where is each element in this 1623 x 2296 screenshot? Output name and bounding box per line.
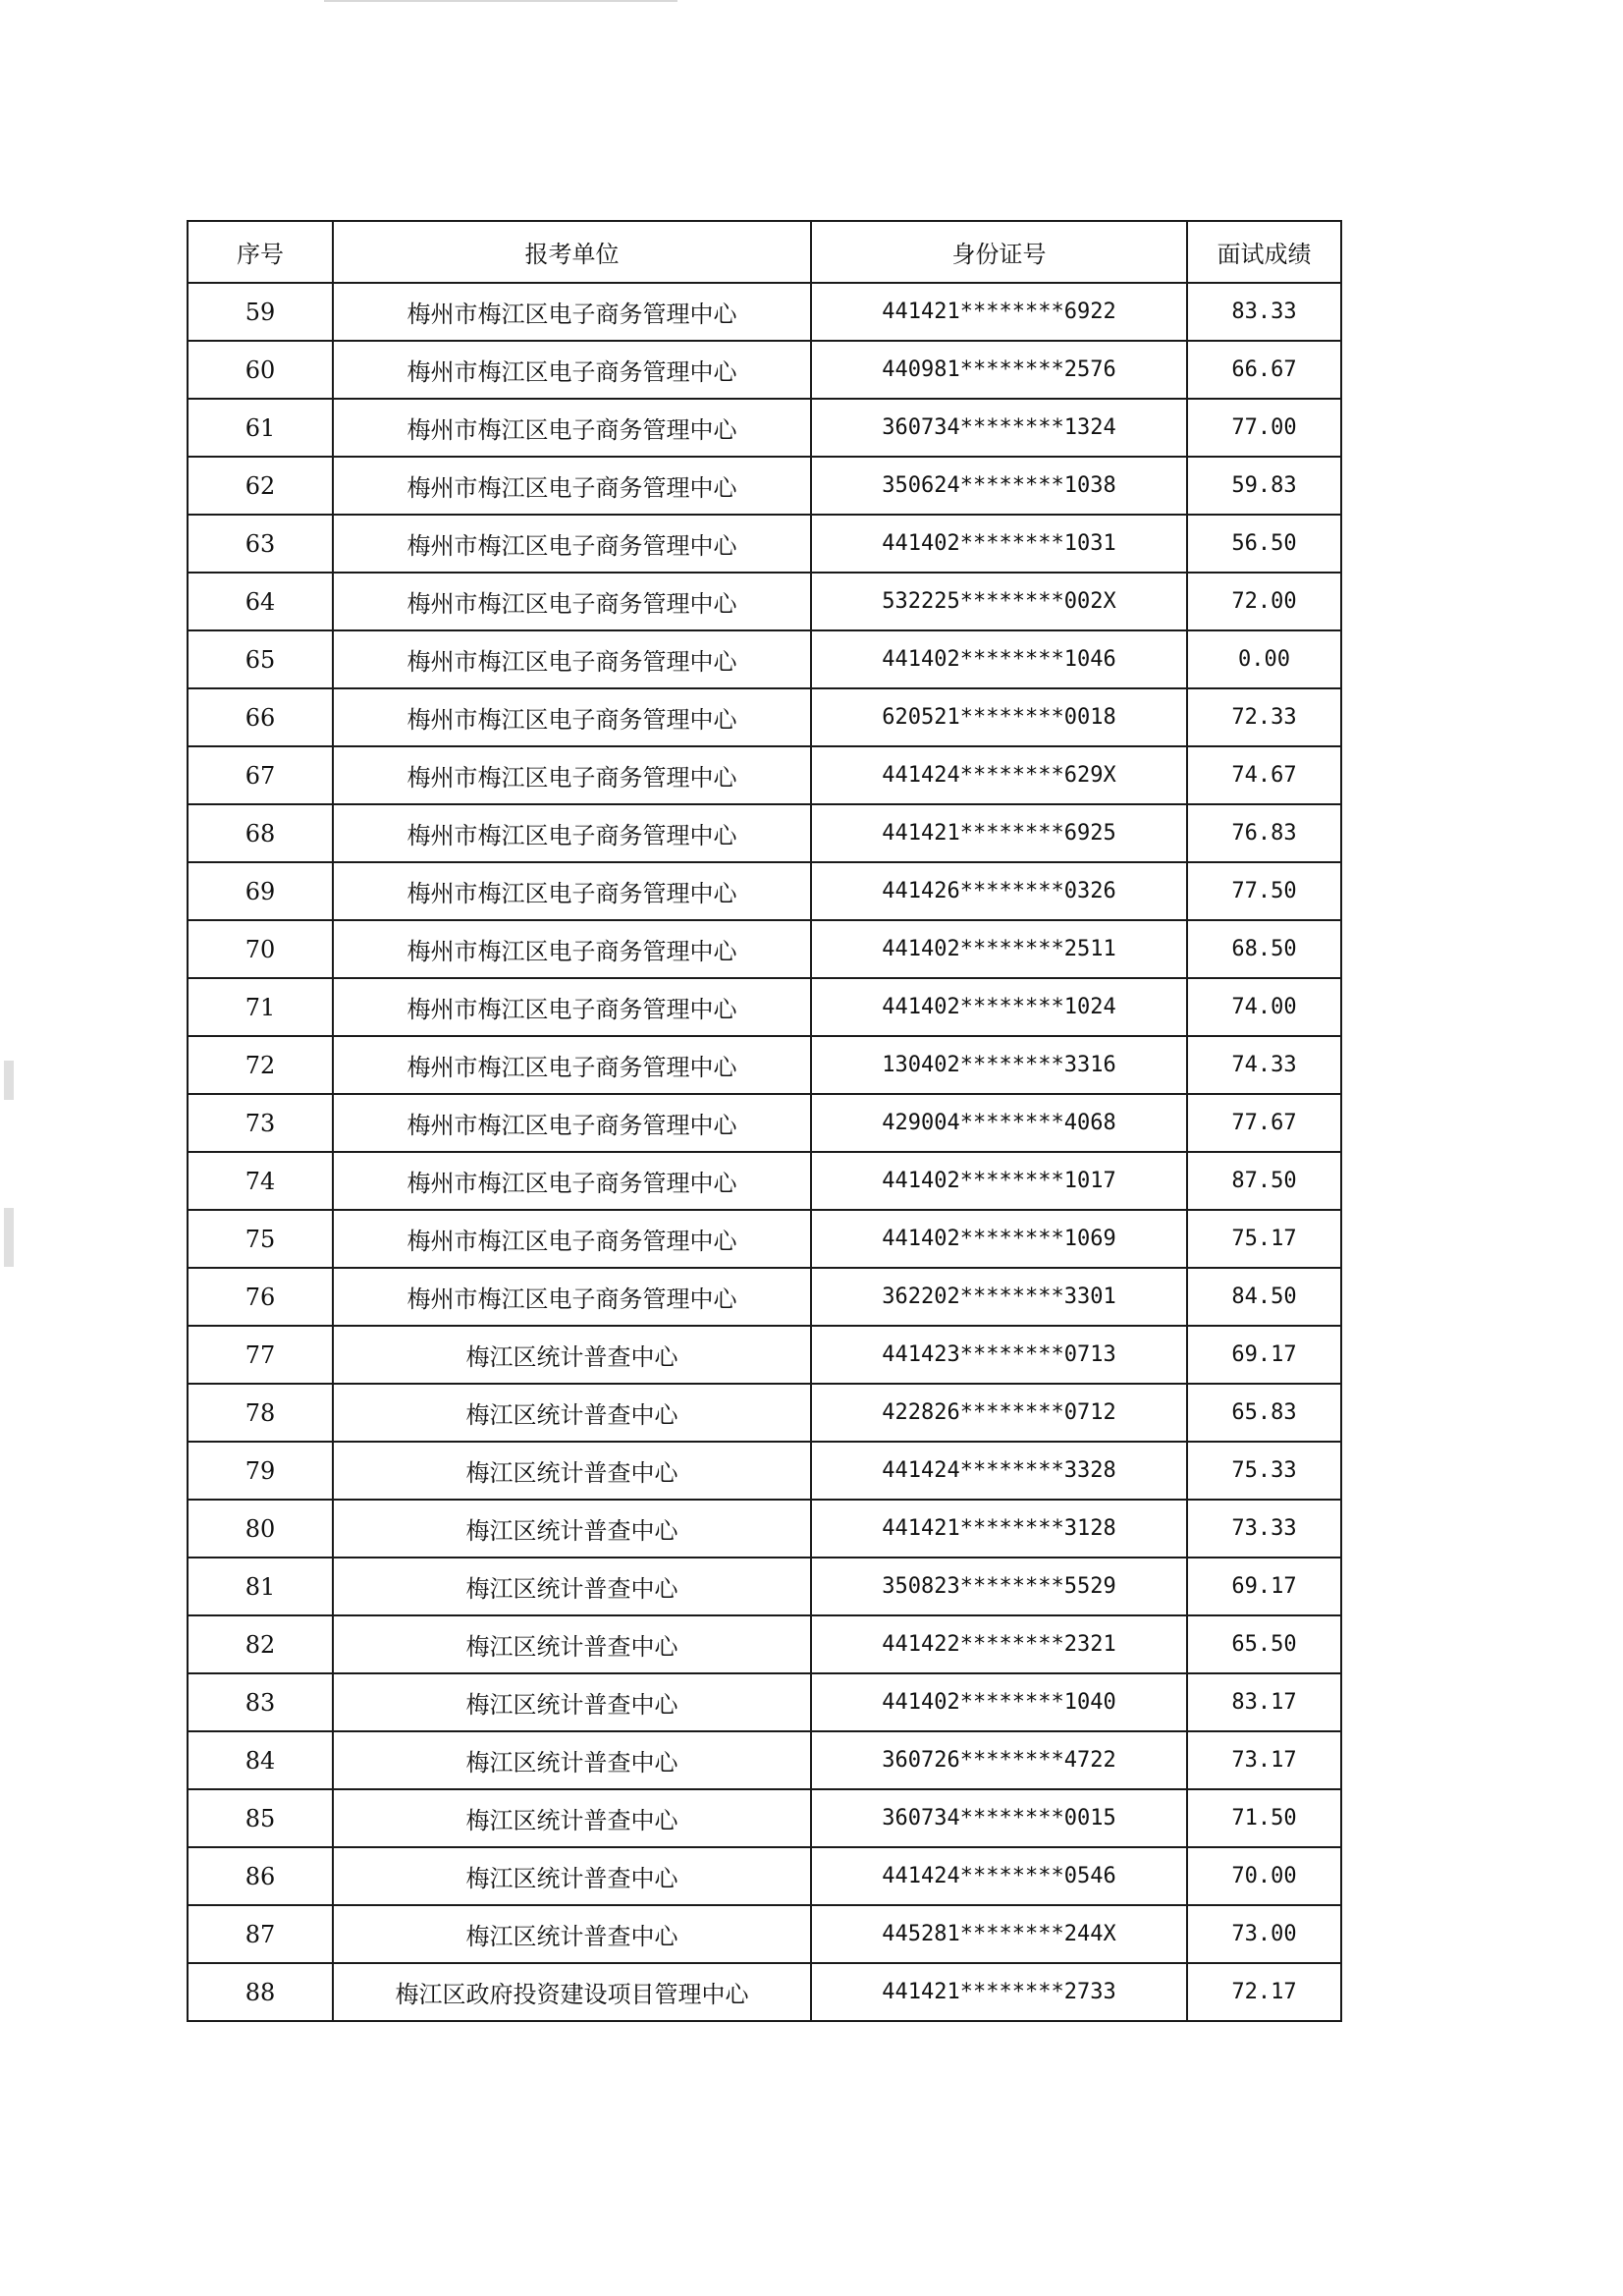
applied-unit-cell: 梅江区统计普查中心 [333,1500,811,1558]
serial-number-cell: 84 [188,1731,333,1789]
table-row [188,1500,1341,1558]
serial-number-cell: 77 [188,1326,333,1384]
table-row [188,283,1341,341]
serial-number-cell: 83 [188,1673,333,1731]
interview-score-cell: 77.00 [1187,399,1341,457]
interview-score-cell: 59.83 [1187,457,1341,515]
applied-unit-cell: 梅州市梅江区电子商务管理中心 [333,1152,811,1210]
applied-unit-cell: 梅州市梅江区电子商务管理中心 [333,283,811,341]
serial-number-cell: 65 [188,630,333,688]
serial-number-cell: 72 [188,1036,333,1094]
table-row [188,1847,1341,1905]
id-number-cell: 441424********3328 [811,1442,1187,1500]
table-row [188,1905,1341,1963]
id-number-cell: 441402********1040 [811,1673,1187,1731]
interview-score-cell: 73.00 [1187,1905,1341,1963]
interview-score-cell: 69.17 [1187,1326,1341,1384]
serial-number-cell: 75 [188,1210,333,1268]
applied-unit-cell: 梅州市梅江区电子商务管理中心 [333,341,811,399]
serial-number-cell: 60 [188,341,333,399]
scan-edge-mark [324,0,677,2]
id-number-cell: 441421********6925 [811,804,1187,862]
applied-unit-cell: 梅江区统计普查中心 [333,1731,811,1789]
interview-score-cell: 77.50 [1187,862,1341,920]
serial-number-cell: 74 [188,1152,333,1210]
serial-number-cell: 67 [188,746,333,804]
applied-unit-cell: 梅江区统计普查中心 [333,1558,811,1615]
table-row [188,804,1341,862]
applied-unit-cell: 梅州市梅江区电子商务管理中心 [333,920,811,978]
applied-unit-cell: 梅州市梅江区电子商务管理中心 [333,804,811,862]
id-number-cell: 441424********629X [811,746,1187,804]
header-serial-number: 序号 [188,221,333,283]
id-number-cell: 441402********2511 [811,920,1187,978]
interview-score-cell: 72.00 [1187,573,1341,630]
table-row [188,862,1341,920]
interview-score-cell: 84.50 [1187,1268,1341,1326]
table-row [188,457,1341,515]
interview-score-cell: 73.17 [1187,1731,1341,1789]
id-number-cell: 429004********4068 [811,1094,1187,1152]
interview-score-cell: 87.50 [1187,1152,1341,1210]
serial-number-cell: 68 [188,804,333,862]
table-row [188,1558,1341,1615]
interview-score-cell: 66.67 [1187,341,1341,399]
interview-score-cell: 69.17 [1187,1558,1341,1615]
id-number-cell: 441421********3128 [811,1500,1187,1558]
id-number-cell: 441424********0546 [811,1847,1187,1905]
table-row [188,688,1341,746]
id-number-cell: 441402********1046 [811,630,1187,688]
table-row [188,399,1341,457]
serial-number-cell: 88 [188,1963,333,2021]
serial-number-cell: 61 [188,399,333,457]
table-row [188,1731,1341,1789]
serial-number-cell: 80 [188,1500,333,1558]
id-number-cell: 350823********5529 [811,1558,1187,1615]
id-number-cell: 441421********2733 [811,1963,1187,2021]
applied-unit-cell: 梅州市梅江区电子商务管理中心 [333,746,811,804]
table-row [188,1615,1341,1673]
id-number-cell: 441426********0326 [811,862,1187,920]
table-row [188,341,1341,399]
applied-unit-cell: 梅州市梅江区电子商务管理中心 [333,630,811,688]
interview-score-cell: 68.50 [1187,920,1341,978]
table-row [188,746,1341,804]
table-row [188,1210,1341,1268]
id-number-cell: 441402********1024 [811,978,1187,1036]
serial-number-cell: 70 [188,920,333,978]
interview-score-cell: 74.33 [1187,1036,1341,1094]
applied-unit-cell: 梅州市梅江区电子商务管理中心 [333,399,811,457]
id-number-cell: 532225********002X [811,573,1187,630]
table-row [188,630,1341,688]
id-number-cell: 441402********1017 [811,1152,1187,1210]
interview-score-cell: 56.50 [1187,515,1341,573]
applied-unit-cell: 梅江区统计普查中心 [333,1384,811,1442]
applied-unit-cell: 梅州市梅江区电子商务管理中心 [333,1036,811,1094]
applied-unit-cell: 梅江区政府投资建设项目管理中心 [333,1963,811,2021]
serial-number-cell: 86 [188,1847,333,1905]
interview-score-cell: 73.33 [1187,1500,1341,1558]
applied-unit-cell: 梅州市梅江区电子商务管理中心 [333,1210,811,1268]
serial-number-cell: 59 [188,283,333,341]
serial-number-cell: 87 [188,1905,333,1963]
id-number-cell: 445281********244X [811,1905,1187,1963]
table-row [188,1384,1341,1442]
applied-unit-cell: 梅州市梅江区电子商务管理中心 [333,862,811,920]
id-number-cell: 362202********3301 [811,1268,1187,1326]
applied-unit-cell: 梅州市梅江区电子商务管理中心 [333,457,811,515]
serial-number-cell: 69 [188,862,333,920]
id-number-cell: 441402********1031 [811,515,1187,573]
serial-number-cell: 71 [188,978,333,1036]
applied-unit-cell: 梅江区统计普查中心 [333,1905,811,1963]
table-row [188,978,1341,1036]
interview-score-cell: 75.17 [1187,1210,1341,1268]
results-table [187,220,1342,2022]
serial-number-cell: 81 [188,1558,333,1615]
scan-edge-mark [4,1208,14,1267]
table-row [188,1789,1341,1847]
applied-unit-cell: 梅江区统计普查中心 [333,1673,811,1731]
table-row [188,1094,1341,1152]
table-body [188,283,1341,2021]
id-number-cell: 441402********1069 [811,1210,1187,1268]
interview-score-cell: 83.33 [1187,283,1341,341]
serial-number-cell: 73 [188,1094,333,1152]
applied-unit-cell: 梅州市梅江区电子商务管理中心 [333,688,811,746]
id-number-cell: 441421********6922 [811,283,1187,341]
table-row [188,1152,1341,1210]
interview-score-cell: 83.17 [1187,1673,1341,1731]
table-row [188,1963,1341,2021]
applied-unit-cell: 梅州市梅江区电子商务管理中心 [333,515,811,573]
serial-number-cell: 82 [188,1615,333,1673]
serial-number-cell: 62 [188,457,333,515]
table-row [188,573,1341,630]
applied-unit-cell: 梅江区统计普查中心 [333,1847,811,1905]
applied-unit-cell: 梅江区统计普查中心 [333,1442,811,1500]
table-row [188,1036,1341,1094]
id-number-cell: 620521********0018 [811,688,1187,746]
interview-score-cell: 65.50 [1187,1615,1341,1673]
id-number-cell: 130402********3316 [811,1036,1187,1094]
interview-score-cell: 0.00 [1187,630,1341,688]
serial-number-cell: 66 [188,688,333,746]
applied-unit-cell: 梅江区统计普查中心 [333,1789,811,1847]
applied-unit-cell: 梅州市梅江区电子商务管理中心 [333,978,811,1036]
id-number-cell: 360726********4722 [811,1731,1187,1789]
results-sheet [187,220,1340,2022]
interview-score-cell: 72.17 [1187,1963,1341,2021]
serial-number-cell: 78 [188,1384,333,1442]
table-row [188,1326,1341,1384]
interview-score-cell: 74.00 [1187,978,1341,1036]
serial-number-cell: 63 [188,515,333,573]
serial-number-cell: 85 [188,1789,333,1847]
table-row [188,1268,1341,1326]
id-number-cell: 441423********0713 [811,1326,1187,1384]
applied-unit-cell: 梅江区统计普查中心 [333,1615,811,1673]
interview-score-cell: 65.83 [1187,1384,1341,1442]
interview-score-cell: 76.83 [1187,804,1341,862]
header-id-number: 身份证号 [811,221,1187,283]
id-number-cell: 422826********0712 [811,1384,1187,1442]
id-number-cell: 441422********2321 [811,1615,1187,1673]
interview-score-cell: 74.67 [1187,746,1341,804]
applied-unit-cell: 梅州市梅江区电子商务管理中心 [333,573,811,630]
serial-number-cell: 64 [188,573,333,630]
table-row [188,515,1341,573]
interview-score-cell: 70.00 [1187,1847,1341,1905]
interview-score-cell: 71.50 [1187,1789,1341,1847]
table-row [188,1673,1341,1731]
table-row [188,920,1341,978]
id-number-cell: 350624********1038 [811,457,1187,515]
id-number-cell: 360734********0015 [811,1789,1187,1847]
applied-unit-cell: 梅江区统计普查中心 [333,1326,811,1384]
table-header-row [188,221,1341,283]
header-applied-unit: 报考单位 [333,221,811,283]
serial-number-cell: 79 [188,1442,333,1500]
interview-score-cell: 72.33 [1187,688,1341,746]
id-number-cell: 360734********1324 [811,399,1187,457]
scan-edge-mark [4,1061,14,1100]
applied-unit-cell: 梅州市梅江区电子商务管理中心 [333,1268,811,1326]
interview-score-cell: 77.67 [1187,1094,1341,1152]
applied-unit-cell: 梅州市梅江区电子商务管理中心 [333,1094,811,1152]
serial-number-cell: 76 [188,1268,333,1326]
header-interview-score: 面试成绩 [1187,221,1341,283]
table-row [188,1442,1341,1500]
interview-score-cell: 75.33 [1187,1442,1341,1500]
id-number-cell: 440981********2576 [811,341,1187,399]
